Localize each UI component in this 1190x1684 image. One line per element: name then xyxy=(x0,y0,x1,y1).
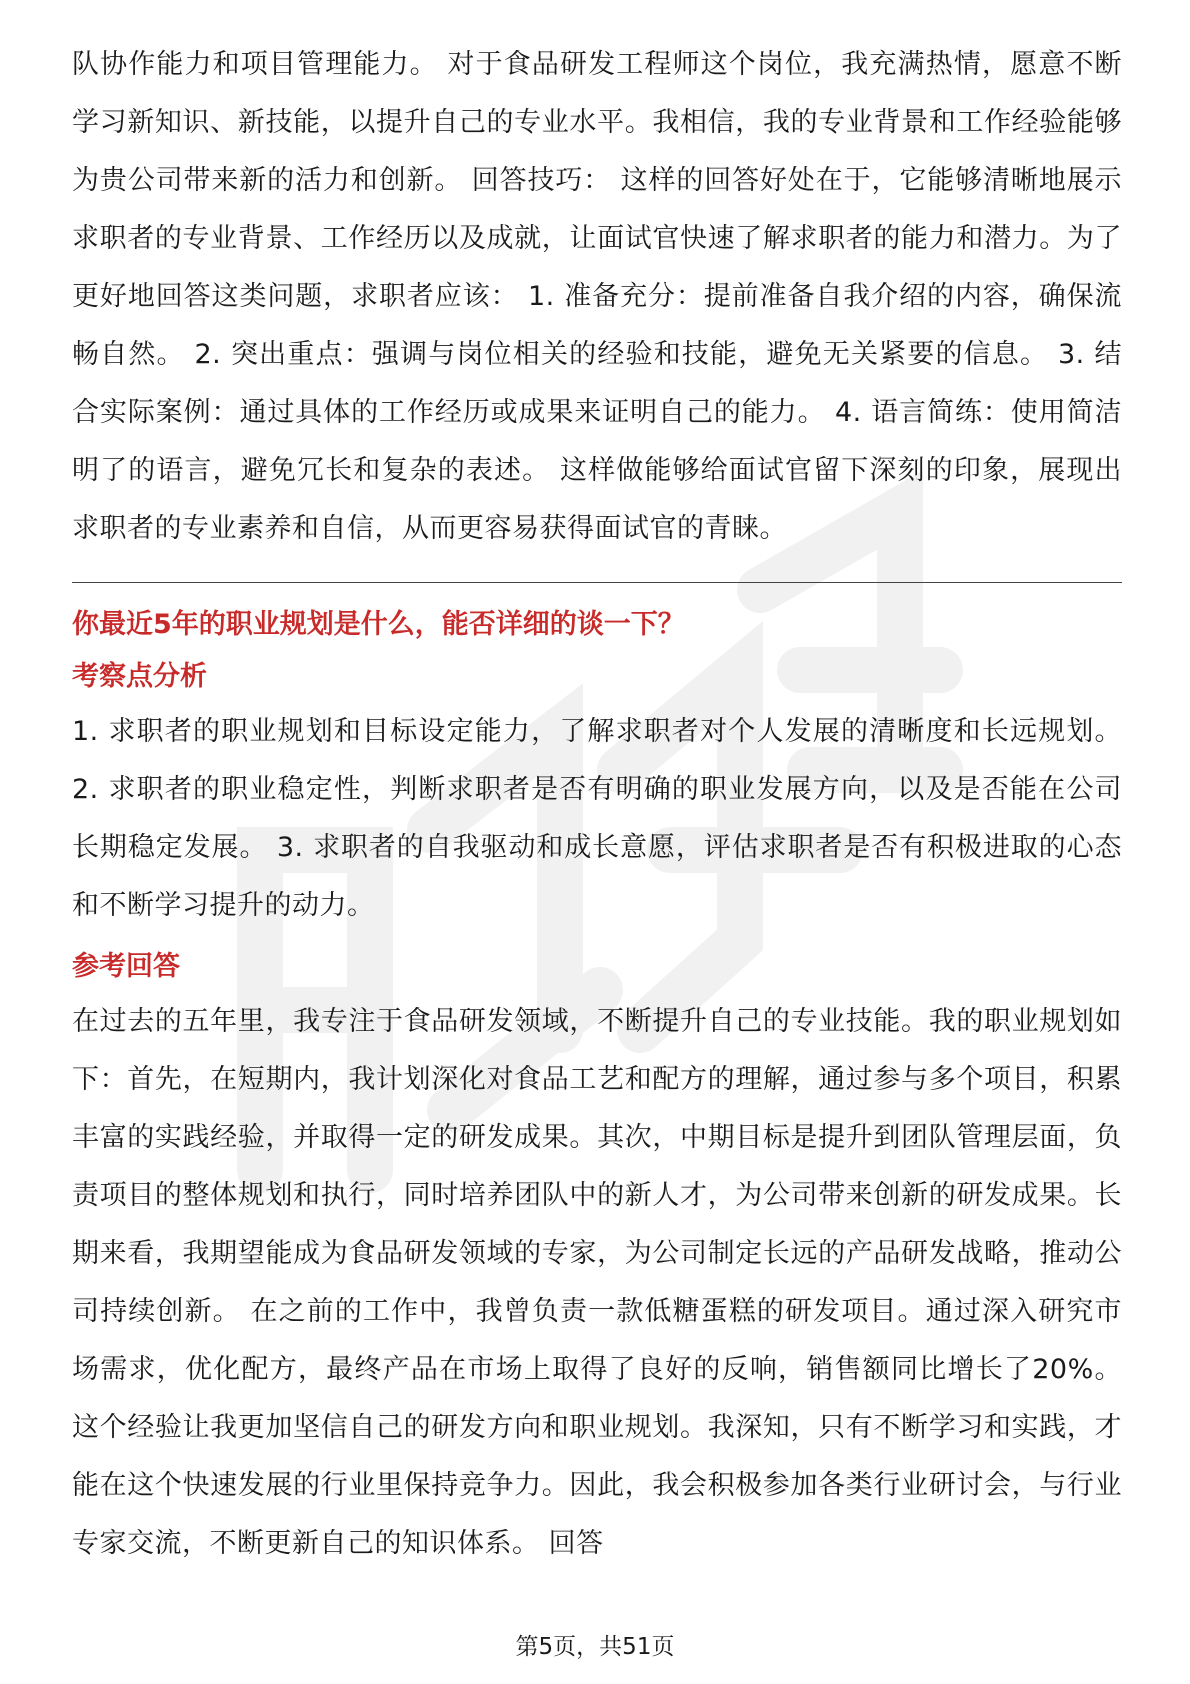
continued-answer-paragraph: 队协作能力和项目管理能力。 对于食品研发工程师这个岗位，我充满热情，愿意不断学习新知识、新技能，以提升自己的专业水平。我相信，我的专业背景和工作经验能够为贵公司带来新的活力和创新。 回答技巧： 这样的回答好处在于，它能够清晰地展示求职者的专业背景、工作经历以及成就，让面试官快速了解求职者的能力和潜力。为了更好地回答这类问题，求职者应该： 1. 准备充分：提前准备自我介绍的内容，确保流畅自然。 2. 突出重点：强调与岗位相关的经验和技能，避免无关紧要的信息。 3. 结合实际案例：通过具体的工作经历或成果来证明自己的能力。 4. 语言简练：使用简洁明了的语言，避免冗长和复杂的表述。 这样做能够给面试官留下深刻的印象，展现出求职者的专业素养和自信，从而更容易获得面试官的青睐。 xyxy=(72,49,1122,544)
page-number-footer: 第5页，共51页 xyxy=(515,1634,675,1660)
analysis-paragraph: 1. 求职者的职业规划和目标设定能力，了解求职者对个人发展的清晰度和长远规划。 2. 求职者的职业稳定性，判断求职者是否有明确的职业发展方向，以及是否能在公司长期稳定发展。 3. 求职者的自我驱动和成长意愿，评估求职者是否有积极进取的心态和不断学习提升的动力。 xyxy=(72,716,1122,921)
interview-question: 你最近5年的职业规划是什么，能否详细的谈一下？ xyxy=(72,609,685,640)
reference-answer-paragraph: 在过去的五年里，我专注于食品研发领域，不断提升自己的专业技能。我的职业规划如下：首先，在短期内，我计划深化对食品工艺和配方的理解，通过参与多个项目，积累丰富的实践经验，并取得一定的研发成果。其次，中期目标是提升到团队管理层面，负责项目的整体规划和执行，同时培养团队中的新人才，为公司带来创新的研发成果。长期来看，我期望能成为食品研发领域的专家，为公司制定长远的产品研发战略，推动公司持续创新。 在之前的工作中，我曾负责一款低糖蛋糕的研发项目。通过深入研究市场需求，优化配方，最终产品在市场上取得了良好的反响，销售额同比增长了20%。这个经验让我更加坚信自己的研发方向和职业规划。我深知，只有不断学习和实践，才能在这个快速发展的行业里保持竞争力。因此，我会积极参加各类行业研讨会，与行业专家交流，不断更新自己的知识体系。 回答 xyxy=(72,1006,1122,1559)
document-page xyxy=(72,36,1122,1573)
reference-answer-heading: 参考回答 xyxy=(72,951,180,982)
section-divider xyxy=(72,582,1122,583)
analysis-heading: 考察点分析 xyxy=(72,661,207,692)
